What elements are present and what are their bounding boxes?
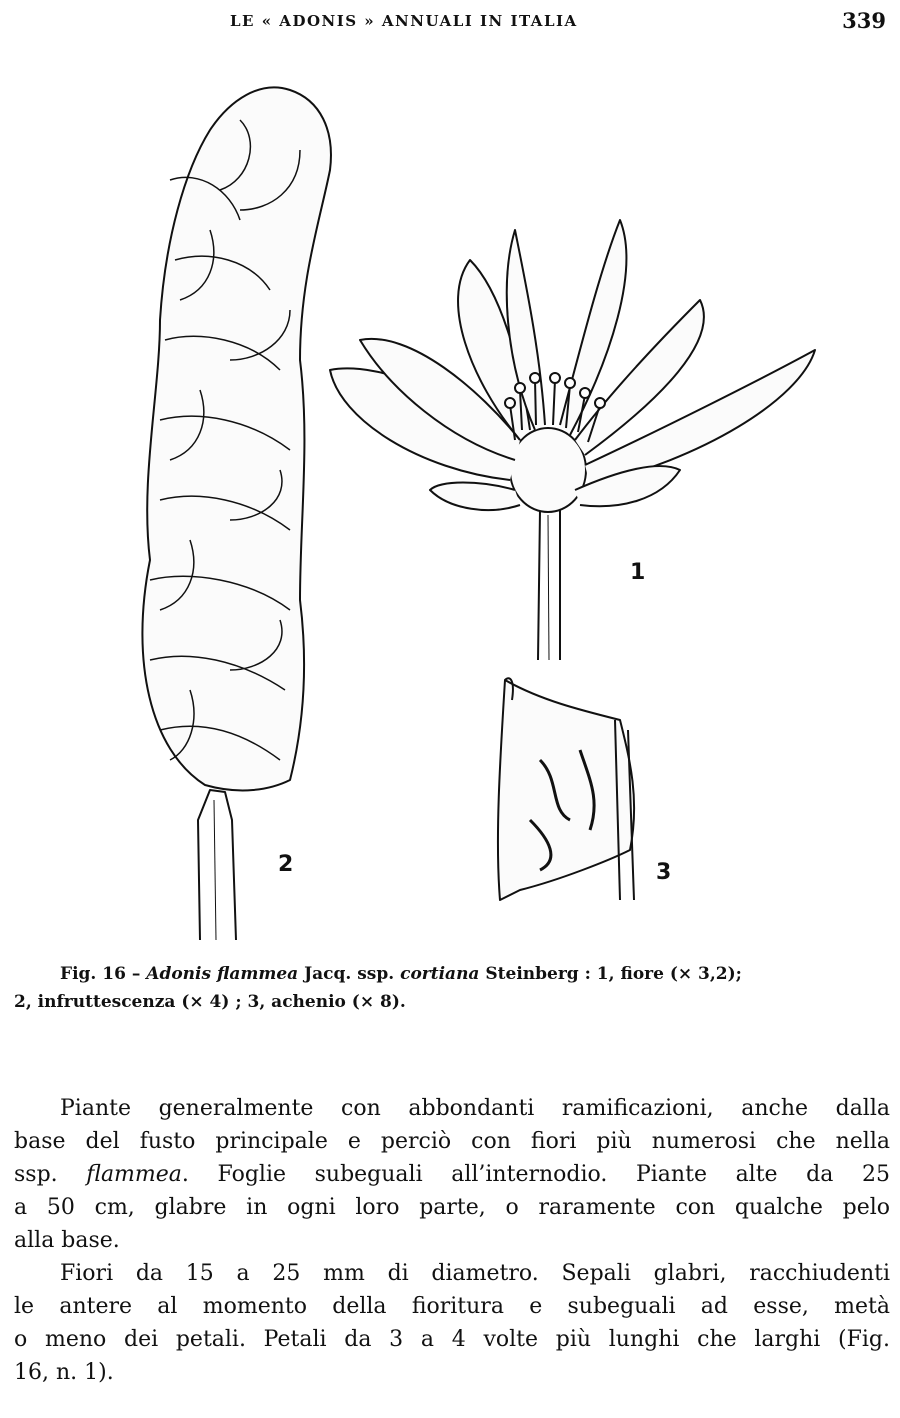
paragraph-1 — [14, 1092, 890, 1257]
body-text — [14, 1092, 890, 1389]
ssp-text: ssp. — [14, 1162, 58, 1187]
paragraph-2 — [14, 1257, 890, 1389]
paragraph-1-line-1: Piante generalmente con abbondanti ramificazioni, anche dalla — [60, 1096, 890, 1121]
paragraph-1-line-3 — [14, 1158, 890, 1191]
paragraph-1-line-4: a 50 cm, glabre in ogni loro parte, o raramente con qualche pelo — [14, 1195, 890, 1220]
caption-line-2: 2, infruttescenza (× 4) ; 3, achenio (× 8). — [14, 992, 406, 1012]
caption-species: Adonis flammea — [146, 964, 299, 984]
caption-fig-number: Fig. 16 – — [60, 964, 141, 984]
paragraph-2-line-2: le antere al momento della fioritura e subeguali ad esse, metà — [14, 1294, 890, 1319]
figure-label-2: 2 — [278, 852, 294, 877]
figure-caption — [14, 960, 890, 1016]
paragraph-2-line-4: 16, n. 1). — [14, 1360, 114, 1385]
achene-drawing — [498, 678, 634, 900]
botanical-figure — [0, 60, 900, 940]
figure-label-1: 1 — [630, 560, 646, 585]
paragraph-1-line-5: alla base. — [14, 1228, 120, 1253]
caption-details: Steinberg : 1, fiore (× 3,2); — [485, 964, 742, 984]
flammea-italic: flammea — [86, 1162, 182, 1187]
paragraph-1-line-3-rest: . Foglie subeguali all’internodio. Piante alte da 25 — [181, 1162, 890, 1187]
caption-line-1 — [14, 960, 890, 988]
caption-author: Jacq. ssp. — [304, 964, 395, 984]
caption-subspecies: cortiana — [400, 964, 480, 984]
flower-drawing — [330, 220, 815, 660]
running-title: LE « ADONIS » ANNUALI IN ITALIA — [230, 12, 578, 30]
paragraph-2-line-3: o meno dei petali. Petali da 3 a 4 volte più lunghi che larghi (Fig. — [14, 1327, 890, 1352]
page-number: 339 — [842, 8, 886, 33]
paragraph-1-line-2: base del fusto principale e perciò con fiori più numerosi che nella — [14, 1129, 890, 1154]
running-header — [0, 8, 900, 38]
infructescence-drawing — [142, 87, 331, 940]
figure-label-3: 3 — [656, 860, 672, 885]
paragraph-2-line-1: Fiori da 15 a 25 mm di diametro. Sepali glabri, racchiudenti — [60, 1261, 890, 1286]
figure-drawing — [0, 60, 900, 940]
